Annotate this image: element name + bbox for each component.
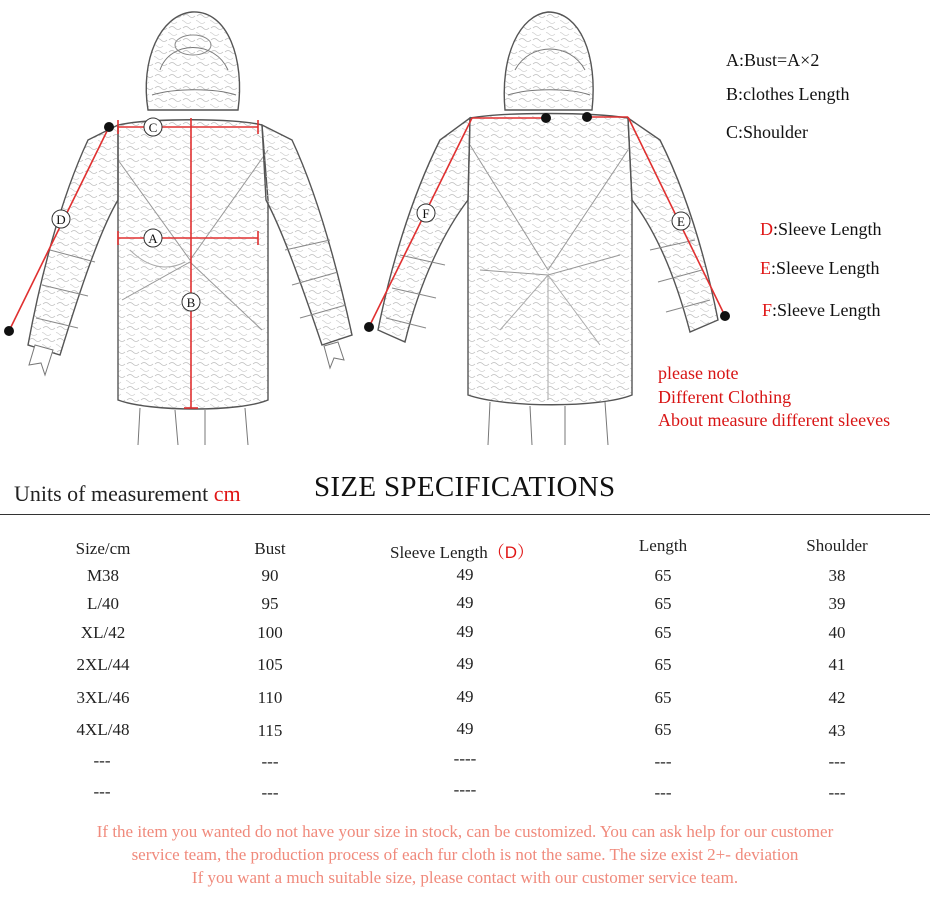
- cell-shoulder: 41: [828, 655, 846, 674]
- cell-shoulder: 42: [828, 688, 846, 707]
- cell-size: L/40: [86, 594, 120, 613]
- footer-line-3: If you want a much suitable size, please contact with our customer service team.: [191, 868, 739, 887]
- cell-length: ---: [654, 783, 672, 802]
- cell-shoulder: 39: [828, 594, 846, 613]
- cell-shoulder: ---: [828, 752, 846, 771]
- cell-bust: 95: [261, 594, 279, 613]
- units-text: Units of measurement: [14, 481, 214, 506]
- header-length: Length: [638, 536, 688, 555]
- cell-sleeve: 49: [456, 719, 474, 738]
- header-sleeve-text: Sleeve Length: [390, 543, 488, 562]
- svg-text:E: E: [677, 214, 685, 229]
- legend-shoulder: C:Shoulder: [726, 122, 809, 142]
- footer-line-1: If the item you wanted do not have your size in stock, can be customized. You can ask help for our customer: [96, 822, 834, 841]
- units-label: [14, 481, 241, 507]
- cell-size: M38: [86, 566, 120, 585]
- note-line-2: Different Clothing: [658, 387, 792, 407]
- cell-sleeve: ----: [453, 780, 477, 799]
- legend-sleeve-f: [762, 300, 880, 321]
- cell-length: 65: [654, 566, 672, 585]
- svg-text:B: B: [186, 295, 196, 310]
- cell-length: 65: [654, 655, 672, 674]
- cell-size: 2XL/44: [76, 655, 130, 674]
- marker-d: [52, 210, 70, 228]
- cell-sleeve: 49: [456, 593, 474, 612]
- legend-key-e: E: [760, 258, 771, 278]
- cell-length: 65: [654, 720, 672, 739]
- legend-text-d: :Sleeve Length: [773, 219, 882, 239]
- cell-shoulder: ---: [828, 783, 846, 802]
- legend-key-d: D: [760, 219, 773, 239]
- marker-c: [144, 118, 162, 136]
- header-size: Size/cm: [75, 539, 131, 558]
- cell-size: ---: [93, 751, 111, 770]
- legend-text-e: :Sleeve Length: [771, 258, 880, 278]
- marker-e: [672, 212, 690, 230]
- svg-text:F: F: [422, 206, 430, 221]
- cell-bust: 100: [257, 623, 283, 642]
- marker-a: [144, 229, 162, 247]
- cell-size: 3XL/46: [76, 688, 130, 707]
- units-value: cm: [213, 481, 241, 506]
- legend-bust: A:Bust=A×2: [726, 50, 820, 70]
- cell-sleeve: 49: [456, 622, 474, 641]
- cell-bust: 110: [257, 688, 283, 707]
- cell-size: XL/42: [80, 623, 126, 642]
- header-sleeve: [390, 538, 534, 563]
- cell-shoulder: 38: [828, 566, 846, 585]
- cell-size: 4XL/48: [76, 720, 130, 739]
- cell-sleeve: 49: [456, 565, 474, 584]
- cell-bust: 105: [257, 655, 283, 674]
- divider: [0, 514, 930, 515]
- footer-line-2: service team, the production process of each fur cloth is not the same. The size exist 2+- deviation: [131, 845, 799, 864]
- legend-clothes-length: B:clothes Length: [726, 84, 850, 104]
- cell-shoulder: 40: [828, 623, 846, 642]
- cell-size: ---: [93, 782, 111, 801]
- svg-text:D: D: [56, 212, 66, 227]
- cell-bust: ---: [261, 783, 279, 802]
- cell-length: ---: [654, 752, 672, 771]
- cell-bust: ---: [261, 752, 279, 771]
- marker-f: [417, 204, 435, 222]
- cell-sleeve: ----: [453, 749, 477, 768]
- header-bust: Bust: [254, 539, 286, 558]
- legend-key-f: F: [762, 300, 773, 320]
- marker-b: [182, 293, 200, 311]
- cell-shoulder: 43: [828, 721, 846, 740]
- header-sleeve-key: （D）: [487, 543, 534, 562]
- cell-bust: 115: [257, 721, 283, 740]
- cell-bust: 90: [261, 566, 279, 585]
- cell-length: 65: [654, 623, 672, 642]
- note-line-1: please note: [658, 363, 739, 383]
- legend-sleeve-e: [760, 258, 879, 279]
- note-line-3: About measure different sleeves: [658, 410, 891, 430]
- cell-length: 65: [654, 688, 672, 707]
- svg-text:A: A: [148, 231, 158, 246]
- header-shoulder: Shoulder: [806, 536, 868, 555]
- svg-text:C: C: [148, 120, 158, 135]
- page-title: SIZE SPECIFICATIONS: [314, 471, 616, 503]
- cell-sleeve: 49: [456, 687, 474, 706]
- cell-length: 65: [654, 594, 672, 613]
- cell-sleeve: 49: [456, 654, 474, 673]
- legend-sleeve-d: [760, 219, 881, 240]
- legend-text-f: :Sleeve Length: [772, 300, 881, 320]
